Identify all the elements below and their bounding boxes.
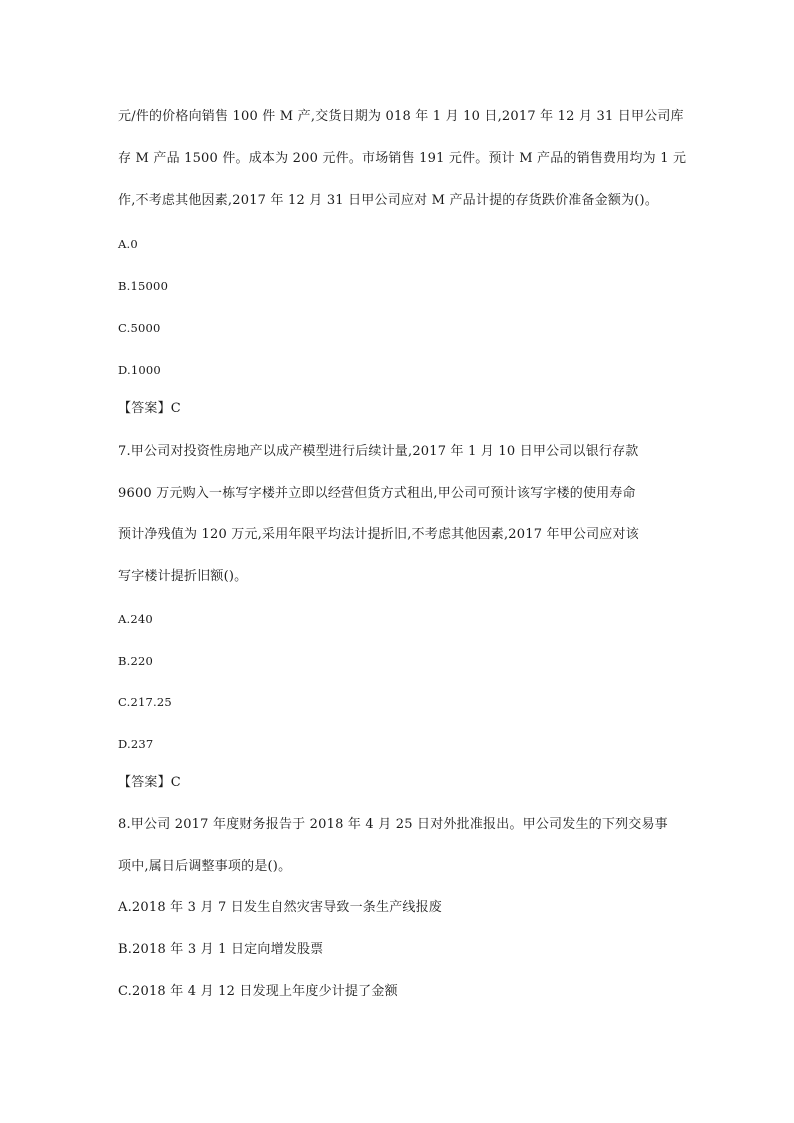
option-a: A.0 [118, 237, 138, 251]
option-d: D.1000 [118, 363, 161, 377]
question-line: 7.甲公司对投资性房地产以成产模型进行后续计量,2017 年 1 月 10 日甲公司以银行存款 [118, 444, 639, 459]
option-b: B.15000 [118, 279, 169, 293]
paragraph-line: 写字楼计提折旧额()。 [118, 569, 248, 584]
paragraph-line: 项中,属日后调整事项的是()。 [118, 859, 292, 874]
option-d: D.237 [118, 737, 154, 751]
option-b: B.2018 年 3 月 1 日定向增发股票 [118, 942, 324, 957]
question-line: 8.甲公司 2017 年度财务报告于 2018 年 4 月 25 日对外批准报出。甲公司发生的下列交易事 [118, 817, 668, 832]
paragraph-line: 9600 万元购入一栋写字楼并立即以经营但货方式租出,甲公司可预计该写字楼的使用寿命 [118, 486, 636, 501]
option-b: B.220 [118, 654, 154, 668]
option-a: A.2018 年 3 月 7 日发生自然灾害导致一条生产线报废 [118, 900, 443, 915]
answer-line: 【答案】C [118, 401, 181, 416]
paragraph-line: 预计净残值为 120 万元,采用年限平均法计提折旧,不考虑其他因素,2017 年甲公司应对该 [118, 527, 639, 542]
option-a: A.240 [118, 612, 153, 626]
option-c: C.217.25 [118, 695, 172, 709]
paragraph-line: 存 M 产品 1500 件。成本为 200 元件。市场销售 191 元件。预计 M 产品的销售费用均为 1 元 [118, 151, 687, 166]
option-c: C.5000 [118, 321, 161, 335]
option-c: C.2018 年 4 月 12 日发现上年度少计提了金额 [118, 984, 398, 999]
answer-line: 【答案】C [118, 775, 181, 790]
paragraph-line: 元/件的价格向销售 100 件 M 产,交货日期为 018 年 1 月 10 日,2017 年 12 月 31 日甲公司库 [118, 109, 684, 124]
paragraph-line: 作,不考虑其他因素,2017 年 12 月 31 日甲公司应对 M 产品计提的存货跌价准备金额为()。 [118, 193, 659, 208]
